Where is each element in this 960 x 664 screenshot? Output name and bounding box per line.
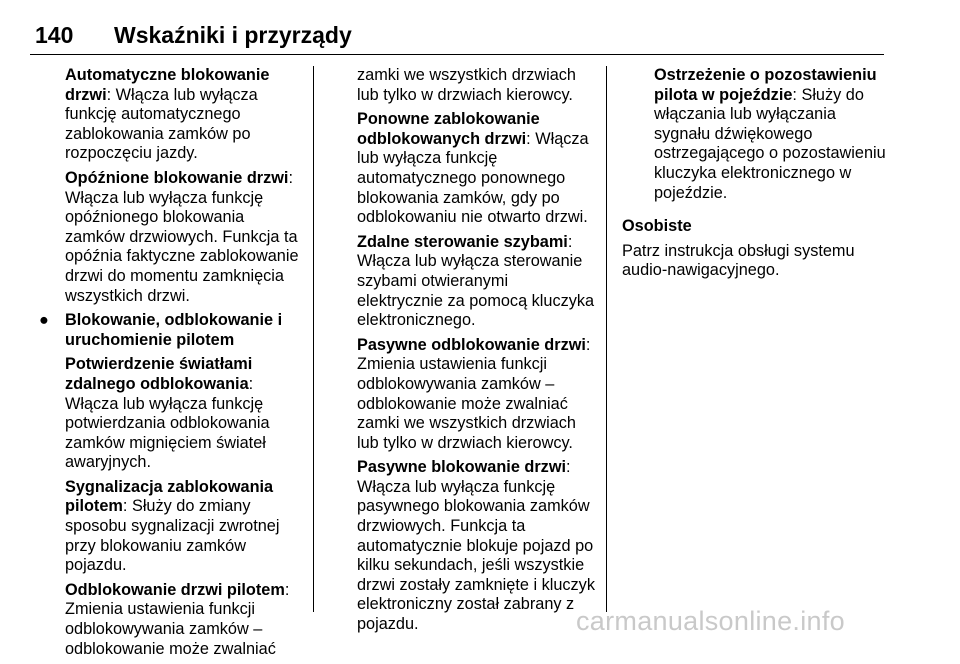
passive-unlock-entry [357,336,597,454]
lock-signal-term: Sygnalizacja zablokowania pilotem [65,477,274,516]
watermark-text: carmanualsonline.info [576,606,845,636]
lock-signal-text: : Służy do zmiany sposobu sygnalizacji zwrotnej przy blokowaniu zamków pojazdu. [65,497,280,575]
key-warning-text: : Służy do włączania lub wyłączania sygnału dźwiękowego ostrzegającego o pozostawieniu kluczyka elektronicznego w pojeździe. [654,85,886,202]
remote-windows-text: : Włącza lub wyłącza sterowanie szybami otwieranymi elektrycznie za pomocą kluczyka elektronicznego. [357,232,595,330]
remote-windows-entry [357,233,597,331]
column-right [622,66,887,286]
delayed-lock-term: Opóźnione blokowanie drzwi [65,168,289,187]
continuation-text: zamki we wszystkich drzwiach lub tylko w drzwiach kierowcy. [357,66,576,104]
auto-lock-term: Automatyczne blokowanie drzwi [65,66,270,104]
column-divider-left [313,66,314,612]
delayed-lock-text: : Włącza lub wyłącza funkcję opóźnionego blokowania zamków drzwiowych. Funkcja ta opóźnia faktyczne zablokowanie drzwi do momentu zamknięcia wszystkich drzwi. [65,168,299,305]
relock-text: : Włącza lub wyłącza funkcję automatycznego ponownego blokowania zamków, gdy po odblokowaniu nie otwarto drzwi. [357,129,589,227]
column-divider-right [606,66,607,612]
passive-lock-term: Pasywne blokowanie drzwi [357,458,567,477]
column-left [33,66,308,664]
remote-windows-term: Zdalne sterowanie szybami [357,232,568,251]
remote-unlock-entry [33,581,308,659]
lock-signal-entry [33,478,308,576]
passive-lock-entry [357,458,597,634]
page-number: 140 [35,22,74,48]
column-middle [357,66,597,640]
auto-lock-text: : Włącza lub wyłącza funkcję automatycznego zablokowania zamków po rozpoczęciu jazdy. [65,85,258,163]
key-warning-term: Ostrzeżenie o pozostawieniu pilota w pojeździe [654,66,877,104]
relock-term: Ponowne zablokowanie odblokowanych drzwi [357,110,540,148]
bullet-heading: Blokowanie, odblokowanie i uruchomienie pilotem [65,311,283,349]
passive-unlock-term: Pasywne odblokowanie drzwi [357,335,586,354]
passive-unlock-text: : Zmienia ustawienia funkcji odblokowywania zamków – odblokowanie może zwalniać zamki we wszystkich drzwiach lub tylko w drzwiach kierowcy. [357,335,591,452]
personal-text: Patrz instrukcja obsługi systemu audio-nawigacyjnego. [622,241,855,280]
light-confirm-text: : Włącza lub wyłącza funkcję potwierdzania odblokowania zamków mignięciem świateł awaryjnych. [65,374,270,472]
remote-unlock-text: : Zmienia ustawienia funkcji odblokowywania zamków – odblokowanie może zwalniać [65,580,290,658]
auto-lock-entry [33,66,308,164]
passive-lock-text: : Włącza lub wyłącza funkcję pasywnego blokowania zamków drzwiowych. Funkcja ta automatycznie blokuje pojazd po kilku sekundach, jeśli wszystkie drzwi zostały zamknięte i kluczyk elektroniczny został zabrany z pojazdu. [357,458,595,634]
remote-unlock-term: Odblokowanie drzwi pilotem [65,580,285,599]
bullet-icon: ● [39,311,49,330]
key-warning-entry [622,66,887,203]
bullet-remote-section [33,311,308,350]
light-confirm-term: Potwierdzenie światłami zdalnego odblokowania [65,355,253,393]
personal-heading: Osobiste [622,217,692,236]
page-header [30,18,884,55]
delayed-lock-entry [33,169,308,306]
page-title: Wskaźniki i przyrządy [114,22,352,48]
light-confirm-entry [33,355,308,473]
relock-entry [357,110,597,228]
